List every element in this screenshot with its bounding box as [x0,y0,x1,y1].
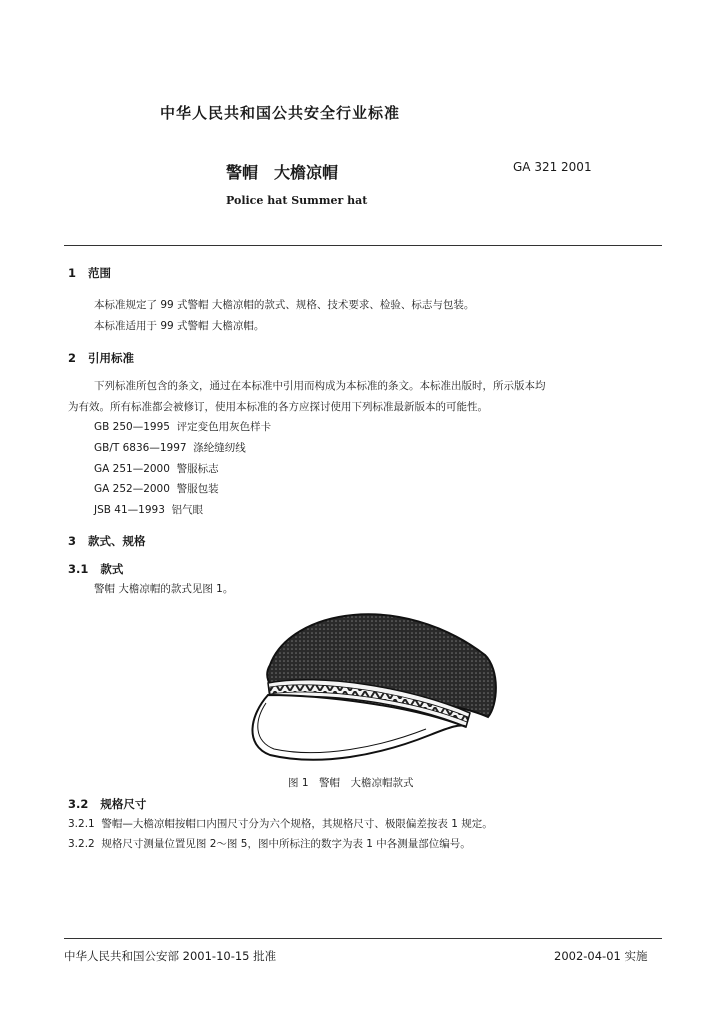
section-number: 1 [68,266,77,280]
paragraph: 本标准适用于 99 式警帽 大檐凉帽。 [94,320,265,332]
implementation-date: 2002-04-01 实施 [554,949,648,963]
paragraph: 下列标准所包含的条文，通过在本标准中引用而构成为本标准的条文。本标准出版时，所示版本均 [94,380,546,392]
section-number: 2 [68,351,77,365]
reference-name: 铝气眼 [171,504,204,516]
reference-name: 评定变色用灰色样卡 [176,421,272,433]
subsection-3-2-heading [68,796,146,812]
section-title: 引用标准 [88,351,135,365]
clause-number: 3.2.2 [68,838,95,850]
reference-item [94,440,246,455]
section-number: 3 [68,534,77,548]
standard-code: GA 321 2001 [513,160,592,174]
clause-text: 规格尺寸测量位置见图 2～图 5，图中所标注的数字为表 1 中各测量部位编号。 [101,838,471,850]
footer-rule [64,938,662,939]
approval-date: 中华人民共和国公安部 2001-10-15 批准 [64,949,277,963]
reference-name: 涤纶缝纫线 [193,442,246,454]
header-rule [64,245,662,246]
document-title-en: Police hat Summer hat [226,194,368,207]
clause-3-2-1 [68,816,493,831]
section-2-heading [68,350,134,366]
section-title: 款式 [100,562,124,576]
section-number: 3.2 [68,797,89,811]
reference-code: GB 250—1995 [94,421,170,433]
reference-item [94,481,219,496]
section-title: 规格尺寸 [100,797,147,811]
section-title: 范围 [88,266,112,280]
section-3-heading [68,533,146,549]
figure-caption: 图 1 警帽 大檐凉帽款式 [288,777,414,789]
reference-item [94,502,203,517]
subsection-3-1-heading [68,561,123,577]
reference-name: 警服包装 [176,483,219,495]
clause-3-2-2 [68,836,471,851]
standard-issuer: 中华人民共和国公共安全行业标准 [160,104,401,122]
paragraph: 本标准规定了 99 式警帽 大檐凉帽的款式、规格、技术要求、检验、标志与包装。 [94,299,475,311]
reference-item [94,419,271,434]
reference-code: GB/T 6836—1997 [94,442,187,454]
reference-name: 警服标志 [176,463,219,475]
clause-text: 警帽—大檐凉帽按帽口内围尺寸分为六个规格，其规格尺寸、极限偏差按表 1 规定。 [101,818,493,830]
clause-number: 3.2.1 [68,818,95,830]
reference-code: JSB 41—1993 [94,504,165,516]
section-title: 款式、规格 [88,534,146,548]
section-1-heading [68,265,111,281]
reference-code: GA 251—2000 [94,463,170,475]
section-number: 3.1 [68,562,89,576]
reference-code: GA 252—2000 [94,483,170,495]
paragraph: 警帽 大檐凉帽的款式见图 1。 [94,583,234,595]
paragraph-continued: 为有效。所有标准都会被修订，使用本标准的各方应探讨使用下列标准最新版本的可能性。 [68,401,488,413]
police-summer-hat-figure [230,595,500,765]
document-title-zh: 警帽 大檐凉帽 [226,163,339,182]
reference-item [94,461,219,476]
